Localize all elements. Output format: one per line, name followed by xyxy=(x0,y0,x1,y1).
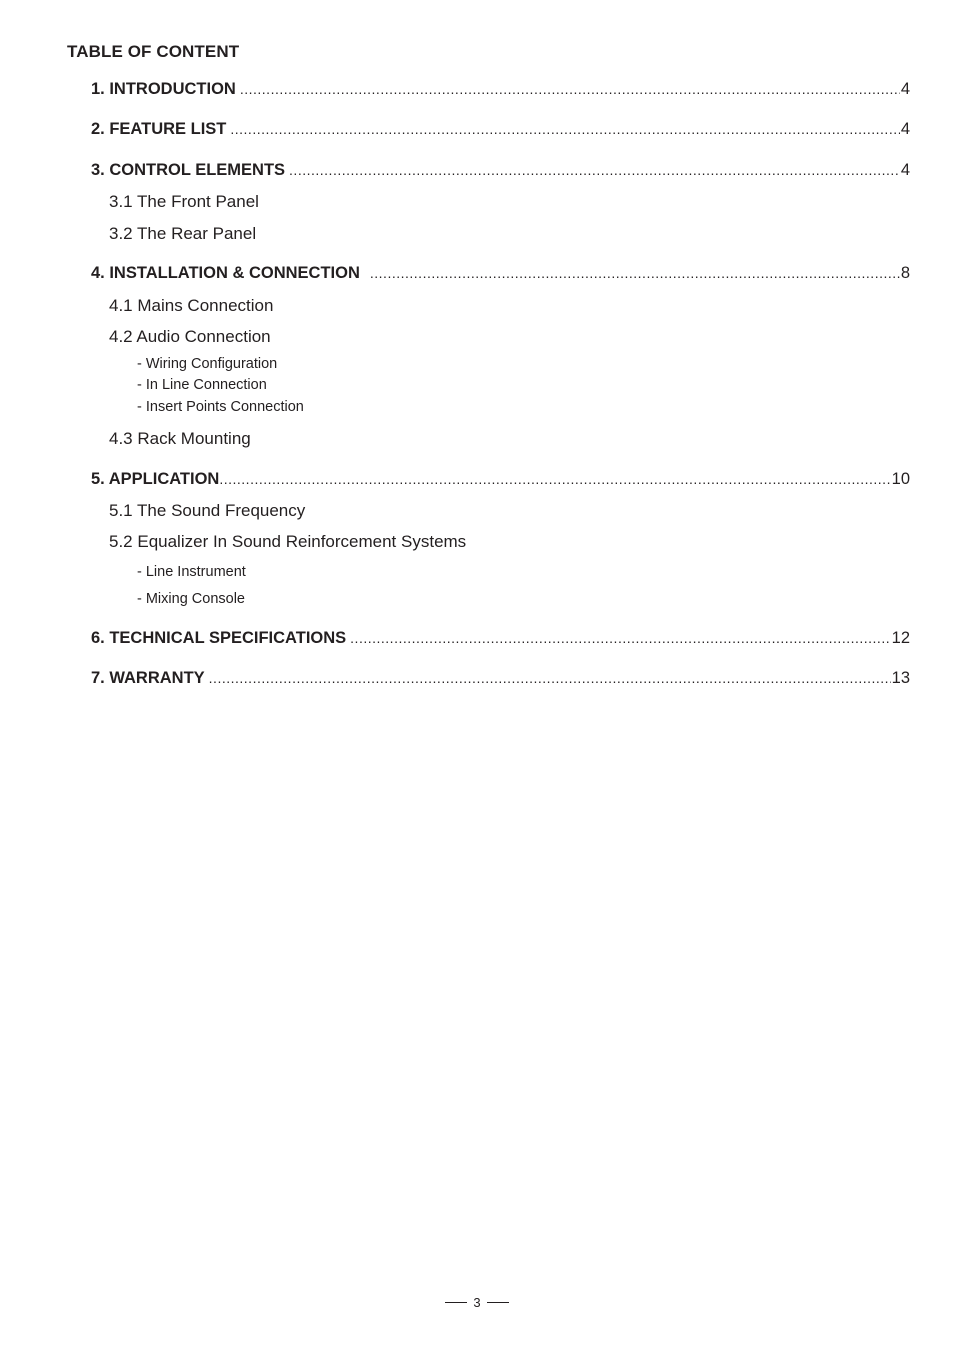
page-footer xyxy=(0,1295,954,1310)
toc-entry-control-elements[interactable] xyxy=(91,161,910,180)
toc-entry-label: 1. INTRODUCTION xyxy=(91,80,236,98)
dot-leader xyxy=(289,162,900,178)
toc-subsub-in-line-connection[interactable]: - In Line Connection xyxy=(137,377,267,393)
toc-sub-sound-frequency[interactable]: 5.1 The Sound Frequency xyxy=(109,501,306,520)
toc-entry-feature-list[interactable] xyxy=(91,120,910,139)
toc-entry-label: 3. CONTROL ELEMENTS xyxy=(91,161,286,179)
toc-entry-warranty[interactable] xyxy=(91,669,910,688)
footer-rule-left xyxy=(445,1302,467,1303)
toc-entry-label: 6. TECHNICAL SPECIFICATIONS xyxy=(91,629,347,647)
toc-sub-audio-connection[interactable]: 4.2 Audio Connection xyxy=(109,327,271,346)
dot-leader xyxy=(219,471,890,487)
toc-subsub-insert-points[interactable]: - Insert Points Connection xyxy=(137,399,304,415)
dot-leader xyxy=(370,265,900,281)
toc-entry-technical-specifications[interactable] xyxy=(91,629,910,648)
toc-entry-installation[interactable] xyxy=(91,264,910,283)
toc-entry-introduction[interactable] xyxy=(91,80,910,99)
toc-entry-page: 13 xyxy=(891,669,910,687)
toc-sub-rear-panel[interactable]: 3.2 The Rear Panel xyxy=(109,224,257,243)
toc-subsub-mixing-console[interactable]: - Mixing Console xyxy=(137,591,245,607)
toc-entry-page: 12 xyxy=(891,629,910,647)
toc-sub-mains-connection[interactable]: 4.1 Mains Connection xyxy=(109,296,274,315)
toc-sub-equalizer[interactable]: 5.2 Equalizer In Sound Reinforcement Systems xyxy=(109,532,467,551)
toc-subsub-line-instrument[interactable]: - Line Instrument xyxy=(137,564,246,580)
toc-sub-front-panel[interactable]: 3.1 The Front Panel xyxy=(109,192,259,211)
toc-entry-page: 4 xyxy=(900,80,910,98)
dot-leader xyxy=(209,670,891,686)
toc-entry-page: 10 xyxy=(891,470,910,488)
toc-subsub-wiring-configuration[interactable]: - Wiring Configuration xyxy=(137,356,278,372)
dot-leader xyxy=(350,630,890,646)
toc-entry-label: 5. APPLICATION xyxy=(91,470,220,488)
toc-title: TABLE OF CONTENT xyxy=(67,42,240,61)
toc-entry-label: 7. WARRANTY xyxy=(91,669,205,687)
toc-entry-label: 4. INSTALLATION & CONNECTION xyxy=(91,264,360,282)
toc-entry-page: 4 xyxy=(900,120,910,138)
dot-leader xyxy=(230,121,899,137)
dot-leader xyxy=(240,81,900,97)
toc-entry-label: 2. FEATURE LIST xyxy=(91,120,227,138)
page-number: 3 xyxy=(473,1295,481,1310)
toc-entry-application[interactable] xyxy=(91,470,910,489)
toc-entry-page: 8 xyxy=(900,264,910,282)
toc-entry-page: 4 xyxy=(900,161,910,179)
toc-sub-rack-mounting[interactable]: 4.3 Rack Mounting xyxy=(109,429,251,448)
footer-rule-right xyxy=(487,1302,509,1303)
